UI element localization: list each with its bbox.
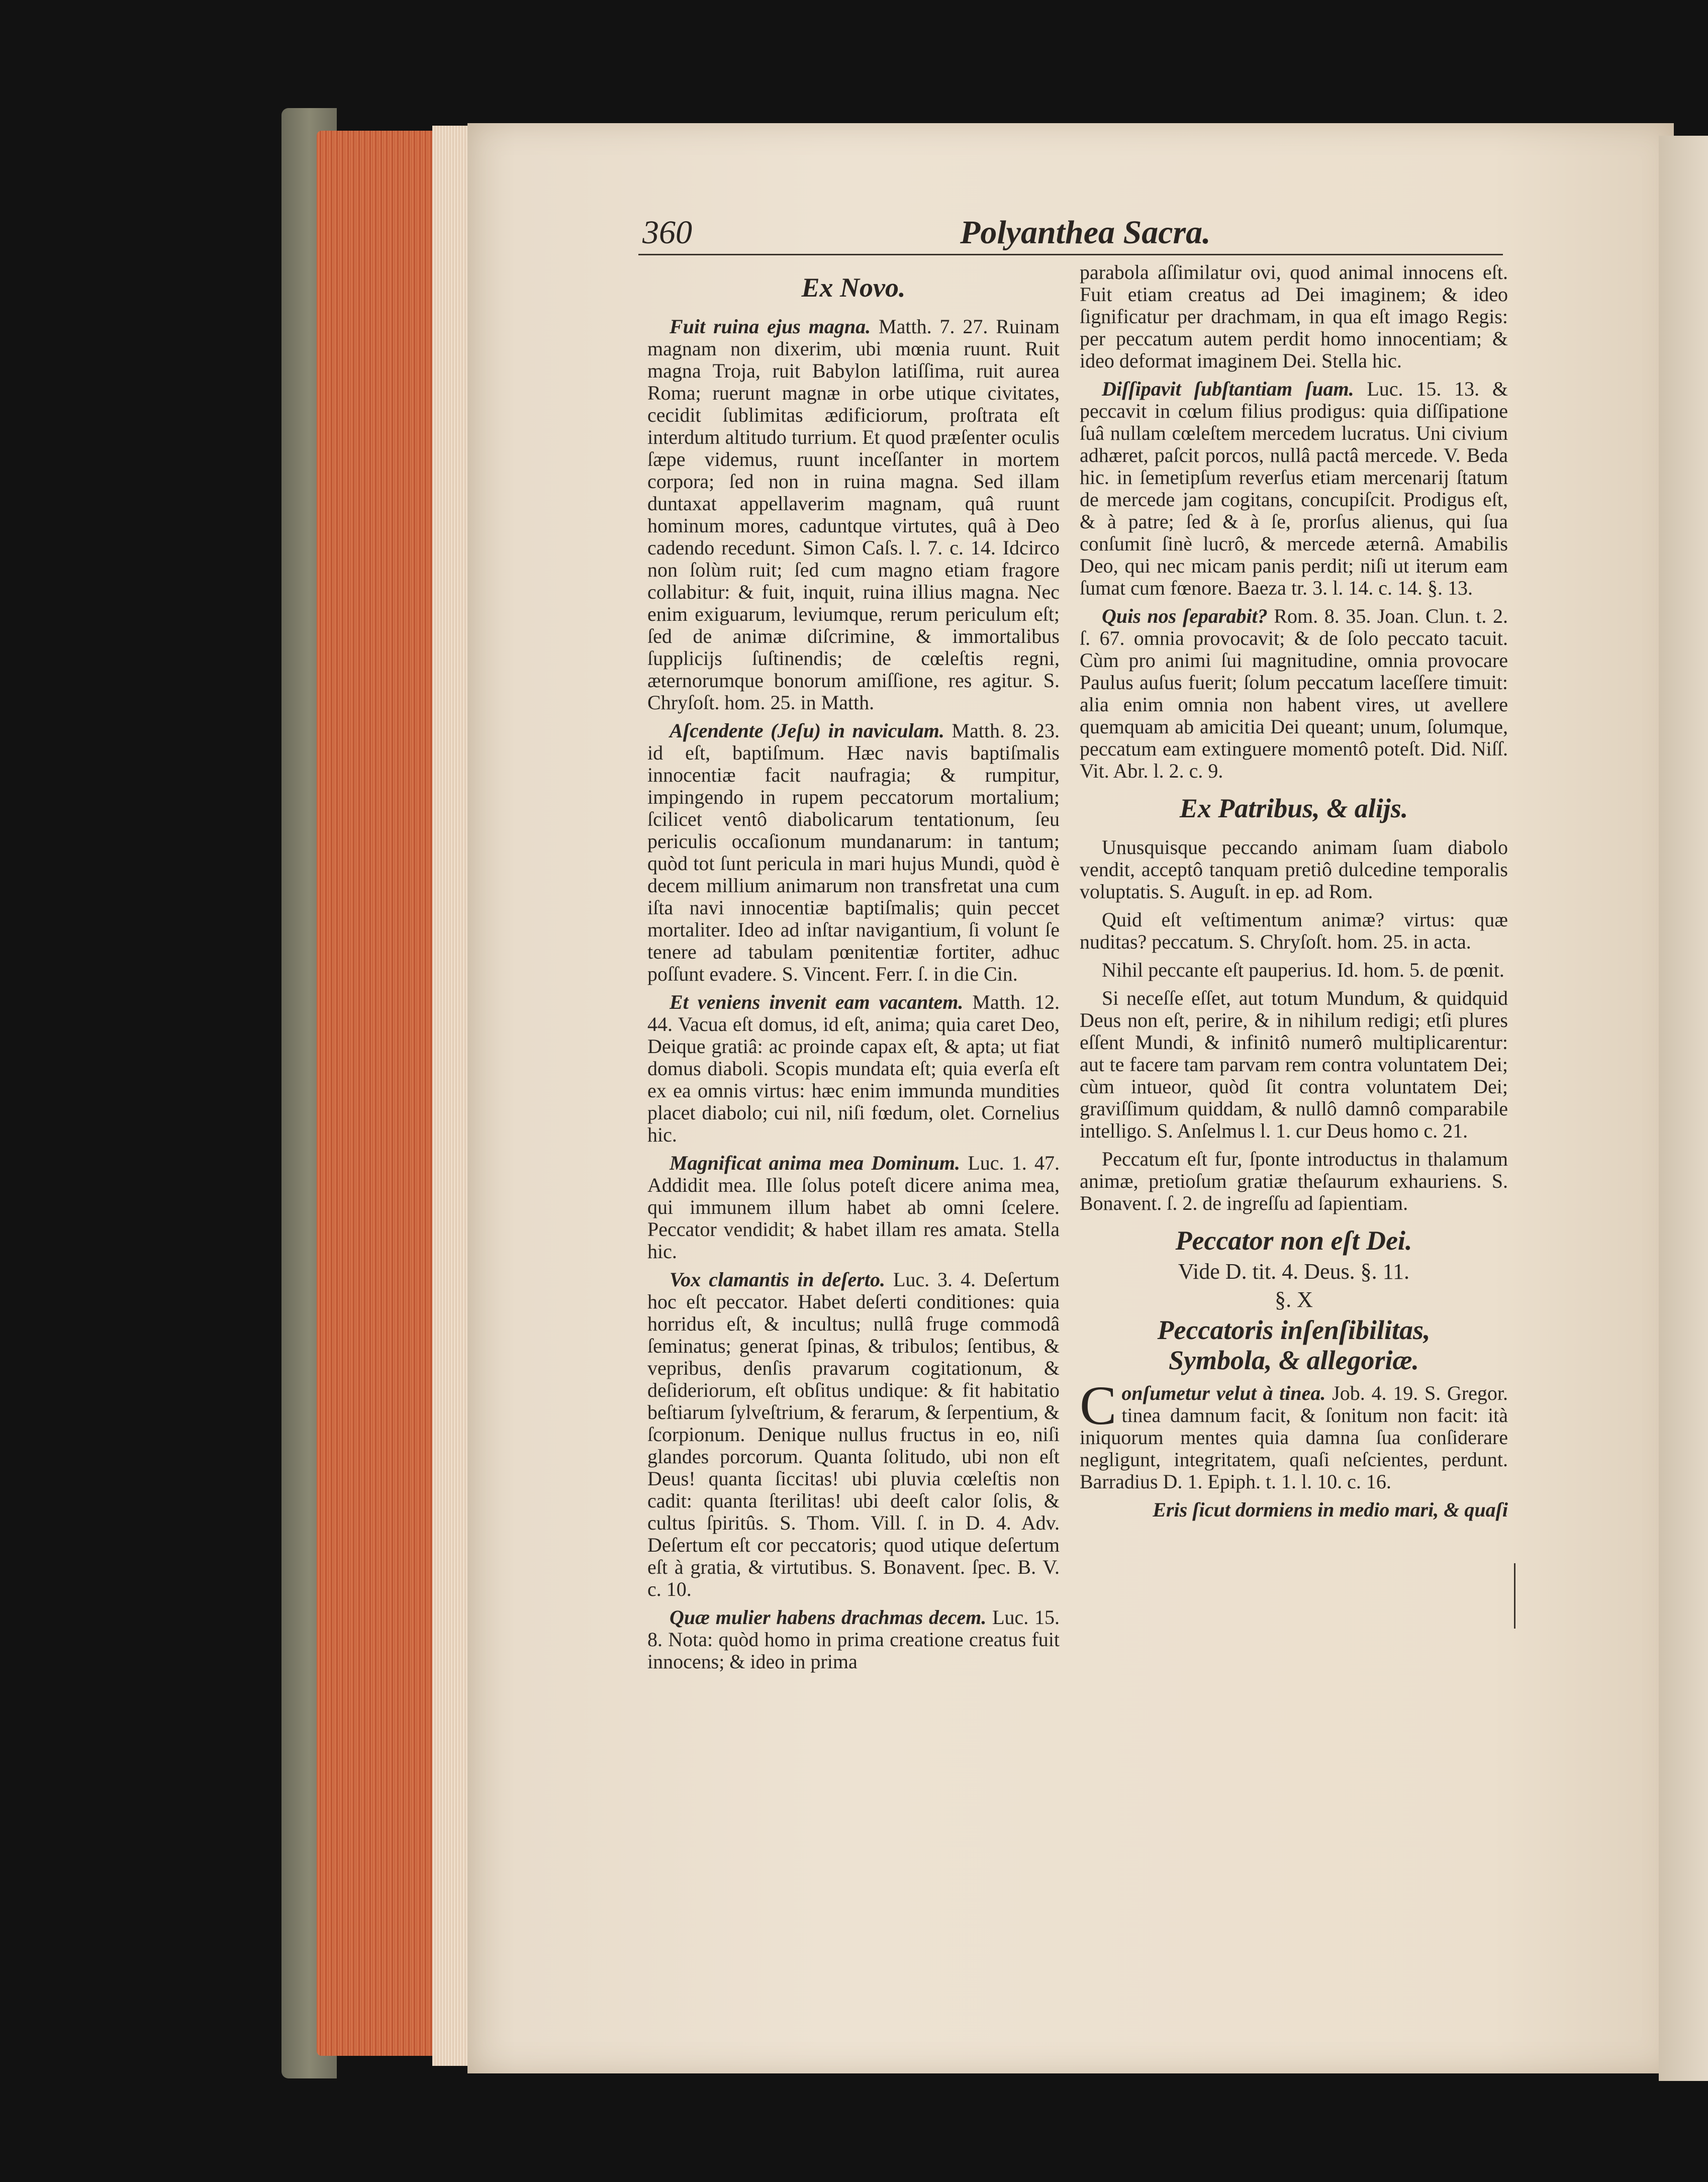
paragraph-list (647, 316, 1060, 1673)
paragraph (1080, 959, 1508, 981)
lemma: Et veniens invenit eam vacantem. (670, 991, 964, 1013)
paragraph (1080, 605, 1508, 782)
paragraph (1080, 987, 1508, 1142)
section-heading: Peccator non eſt Dei. (1175, 1225, 1412, 1256)
paragraph-text: Matth. 12. 44. Vacua eſt domus, id eſt, anima; quia caret Deo, Deique gratiâ: ac proinde capax eſt, & apta; ut fiat domus diaboli. Scopis mundata eſt; quia everſa eſt ex ea omnis virtus: hæc enim immunda mundities placet diabolo; cui nil, niſi fœdum, olet. Cornelius hic. (647, 991, 1060, 1146)
section-subheading: Symbola, & allegoriæ. (1169, 1345, 1419, 1375)
paragraph (647, 1269, 1060, 1600)
paragraph-text: Luc. 15. 13. & peccavit in cœlum filius prodigus: quia diſſipatione ſuâ nullam cœleſtem mercedem lucratus. Uni civium adhæret, paſcit porcos, nullâ pactâ mercede. V. Beda hic. in ſemetipſum reverſus etiam mercenarij ſtatum de mercede jam cogitans, concupiſcit. Prodigus eſt, & à patre; ſed & à ſe, prorſus alienus, qui ſua conſumit ſinè lucrô, & mercede æternâ. Amabilis Deo, qui nec micam panis perdit; niſi ut iterum eam ſumat cum fœnore. Baeza tr. 3. l. 14. c. 14. §. 13. (1080, 377, 1508, 599)
paragraph-text: Si neceſſe eſſet, aut totum Mundum, & quidquid Deus non eſt, perire, & in nihilum redigi; etſi plures eſſent Mundi, & infinitô numerô multiplicarentur: aut te facere tam parvam rem contra voluntatem Dei; cùm intueor, quòd ſit contra voluntatem Dei; graviſſimum quiddam, & nullô damnô comparabile intelligo. S. Anſelmus l. 1. cur Deus homo c. 21. (1080, 987, 1508, 1142)
paragraph-list (1080, 836, 1508, 1214)
vertical-rule (1514, 1563, 1515, 1629)
paragraph-text: Peccatum eſt fur, ſponte introductus in thalamum animæ, pretioſum gratiæ theſaurum exhauriens. S. Bonavent. ſ. 2. de ingreſſu ad ſapientiam. (1080, 1148, 1508, 1214)
header-rule (638, 254, 1503, 255)
paragraph (647, 991, 1060, 1146)
lemma: Aſcendente (Jeſu) in naviculam. (670, 719, 944, 742)
paragraph-text: Luc. 15. 8. Nota: quòd homo in prima creatione creatus fuit innocens; & ideo in prima (647, 1606, 1060, 1673)
paragraph-text: Rom. 8. 35. Joan. Clun. t. 2. ſ. 67. omnia provocavit; & de ſolo peccato tacuit. Cùm pro animi ſui magnitudine, omnia provocare Paulus auſus fuerit; ſolum peccatum laceſſere timuit: alia enim omnia non habent vires, ut avellere quemquam ab amicitia Dei queant; unum, ſolumque, peccatum eam extinguere momentô poteſt. Did. Niſſ. Vit. Abr. l. 2. c. 9. (1080, 605, 1508, 782)
section-heading: Ex Patribus, & alijs. (1179, 793, 1408, 823)
right-column (1080, 261, 1508, 1527)
lemma: Quæ mulier habens drachmas decem. (670, 1606, 987, 1629)
paragraph-text: Unusquisque peccando animam ſuam diabolo vendit, acceptô tanquam pretiô dulcedine temporalis voluptatis. S. Auguſt. in ep. ad Rom. (1080, 836, 1508, 903)
paragraph-text: Nihil peccante eſt pauperius. Id. hom. 5. de pœnit. (1102, 959, 1504, 981)
paragraph-text: Matth. 7. 27. Ruinam magnam non dixerim, ubi mœnia ruunt. Ruit magna Troja, ruit Babylon latiſſima, ruit aurea Roma; ruerunt magnæ in orbe utique civitates, cecidit ſublimitas ædificiorum, proſtrata eſt interdum altitudo turrium. Et quod præſenter oculis ſæpe videmus, ruunt inceſſanter in mortem corpora; ſed non in ruina magna. Sed illam duntaxat appellaverim magnam, quâ ruunt hominum mores, caduntque virtutes, quâ à Deo cadendo recedunt. Simon Caſs. l. 7. c. 14. Idcirco non ſolùm ruit; ſed cum magno etiam fragore collabitur: & fuit, inquit, ruina illius magna. Nec enim exiguarum, leviumque, rerum periculum eſt; ſed de animæ diſcrimine, & immortalibus ſupplicijs ſuſtinendis; de cœleſtis regni, æternorumque bonorum amiſſione, res agitur. S. Chryſoſt. hom. 25. in Matth. (647, 315, 1060, 714)
section-mark: §. X (1275, 1287, 1313, 1312)
left-column (647, 261, 1060, 1679)
section-heading: Peccatoris inſenſibilitas, (1157, 1315, 1431, 1345)
lemma: onſumetur velut à tinea. (1121, 1382, 1326, 1404)
lemma: Fuit ruina ejus magna. (670, 315, 871, 338)
lemma: Vox clamantis in deſerto. (670, 1268, 885, 1291)
paragraph (1080, 1148, 1508, 1214)
lemma: Quis nos ſeparabit? (1102, 605, 1268, 627)
continued-paragraph: parabola aſſimilatur ovi, quod animal innocens eſt. Fuit etiam creatus ad Dei imaginem; & ideo ſignificatur per drachmam, in qua eſt imago Regis: per peccatum autem perdit homo innocentiam; & ideo deformat imaginem Dei. Stella hic. (1080, 261, 1508, 372)
cross-reference: Vide D. tit. 4. Deus. §. 11. (1178, 1259, 1410, 1284)
paragraph (647, 316, 1060, 714)
paragraph (647, 1152, 1060, 1263)
drop-capital: C (1080, 1375, 1117, 1436)
paragraph: Eris ſicut dormiens in medio mari, & quaſi (1153, 1498, 1508, 1521)
paragraph (647, 1606, 1060, 1673)
paragraph (1080, 836, 1508, 903)
lemma: Magnificat anima mea Dominum. (670, 1152, 961, 1174)
paragraph-text: Job. 4. 19. S. Gregor. tinea damnum facit, & ſonitum non facit: ità iniquorum mentes quia damna ſua conſiderare negligunt, integritatem, quaſi neſcientes, perdunt. Barradius D. 1. Epiph. t. 1. l. 10. c. 16. (1080, 1382, 1508, 1493)
facing-page-edge (1659, 136, 1708, 2081)
paragraph (647, 720, 1060, 985)
paragraph-text: Luc. 1. 47. Addidit mea. Ille ſolus poteſt dicere anima mea, qui immunem illum habet ab omni ſcelere. Peccator vendidit; & habet illam res amata. Stella hic. (647, 1152, 1060, 1263)
paragraph (1080, 1375, 1508, 1493)
paragraph-list (1080, 378, 1508, 782)
paragraph-text: Quid eſt veſtimentum animæ? virtus: quæ nuditas? peccatum. S. Chryſoſt. hom. 25. in acta. (1080, 908, 1508, 953)
running-head: Polyanthea Sacra. (960, 214, 1211, 251)
paragraph (1080, 378, 1508, 599)
lemma: Diſſipavit ſubſtantiam ſuam. (1102, 377, 1354, 400)
paragraph (1080, 909, 1508, 953)
paragraph-text: Luc. 3. 4. Deſertum hoc eſt peccator. Habet deſerti conditiones: quia horridus eſt, & incultus; nullâ fruge commodâ ſeminatus; generat ſpinas, & tribulos; ſentibus, & vepribus, denſis pravarum cogitationum, & deſideriorum, eſt obſitus undique: & fit habitatio beſtiarum ſylveſtrium, & ferarum, & ſerpentium, & ſcorpionum. Denique nullus fructus in eo, niſi glandes porcorum. Quanta ſolitudo, ubi non eſt Deus! quanta ſiccitas! ubi pluvia cœleſtis non cadit: quanta ſterilitas! ubi deeſt calor ſolis, & cultus ſpiritûs. S. Thom. Vill. ſ. in D. 4. Adv. Deſertum eſt cor peccatoris; quod utique deſertum eſt à gratia, & virtutibus. S. Bonavent. ſpec. B. V. c. 10. (647, 1268, 1060, 1600)
section-heading: Ex Novo. (801, 272, 906, 303)
paragraph-text: Matth. 8. 23. id eſt, baptiſmum. Hæc navis baptiſmalis innocentiæ facit naufragia; & rumpitur, impingendo in rupem peccatorum mortalium; ſcilicet ventô diabolicarum tentationum, ſeu periculis occaſionum mundanarum: in tantum; quòd tot ſunt pericula in mari hujus Mundi, quòd è decem millium animarum non transfretat una cum iſta navi innocentiæ baptiſmalis; quin peccet mortaliter. Ideo ad inſtar navigantium, ſi volunt ſe tenere ad tabulam pœnitentiæ fortiter, adhuc poſſunt evadere. S. Vincent. Ferr. ſ. in die Cin. (647, 719, 1060, 985)
page-number: 360 (642, 214, 692, 251)
